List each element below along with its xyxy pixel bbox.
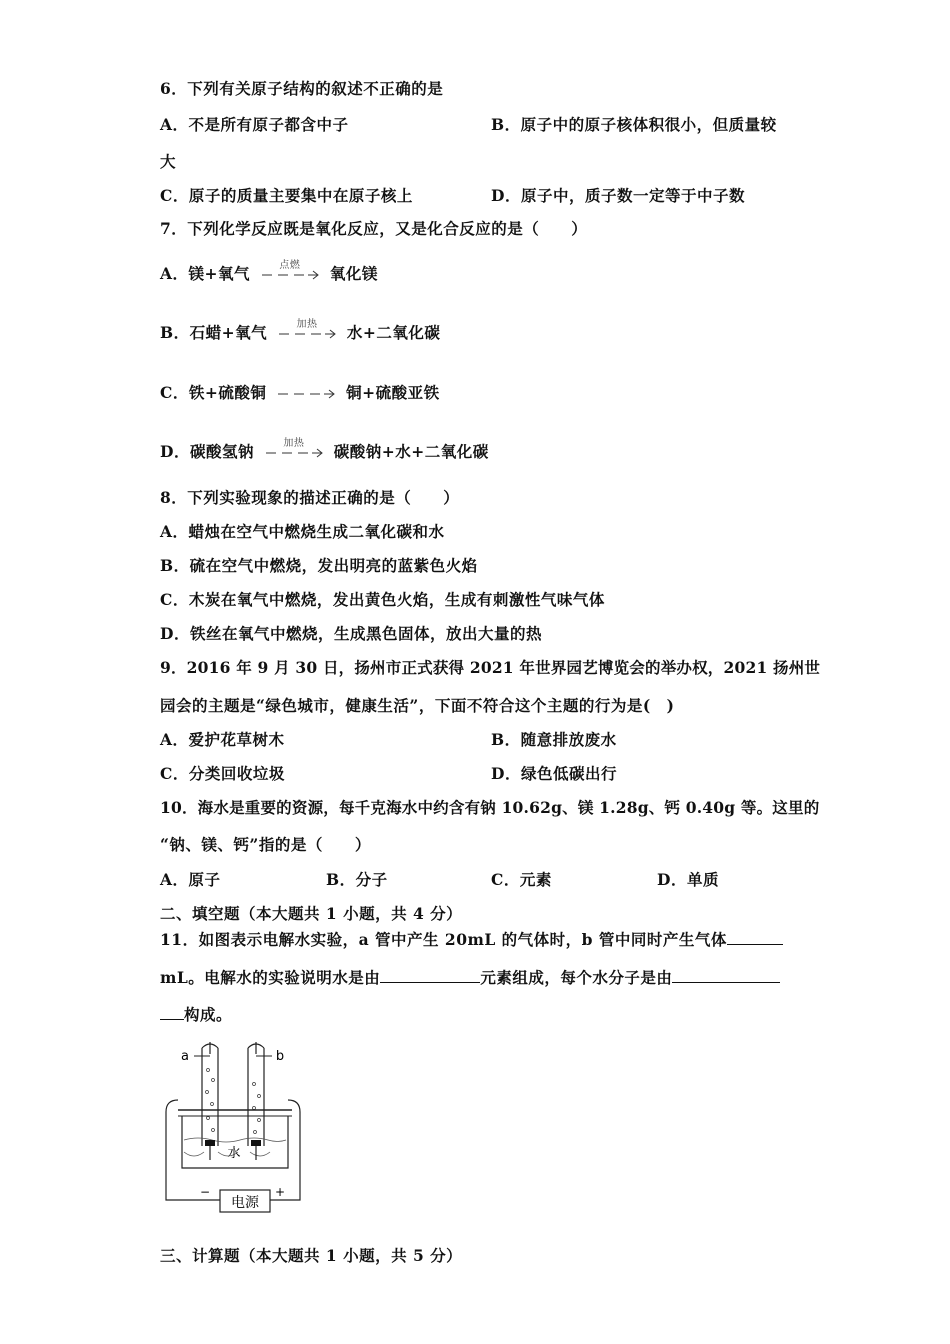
q7-option-a [160,262,378,284]
q7-b-products: 水+二氧化碳 [346,323,441,342]
tube-b [248,1042,272,1146]
tube-b-label: b [275,1049,285,1064]
q7-c-products: 铜+硫酸亚铁 [346,383,440,402]
q10-stem-line1: 10．海水是重要的资源，每千克海水中约含有钠 10.62g、镁 1.28g、钙 0.40g 等。这里的 [160,798,820,817]
q8-option-c: C．木炭在氧气中燃烧，发出黄色火焰，生成有刺激性气味气体 [160,590,605,609]
q7-option-d [160,440,489,462]
q8-option-b: B．硫在空气中燃烧，发出明亮的蓝紫色火焰 [160,556,478,575]
q7-option-c [160,381,440,403]
q11-text-c: 构成。 [184,1005,233,1024]
q9-option-a: A．爱护花草树木 [160,730,285,749]
minus-label: − [199,1185,211,1199]
plus-label: + [274,1185,286,1199]
q6-stem: 6．下列有关原子结构的叙述不正确的是 [160,79,444,98]
power-label: 电源 [231,1195,259,1211]
electrolysis-diagram [158,1040,308,1215]
q10-option-c: C．元素 [491,870,552,889]
q7-a-condition: 点燃 [279,260,301,271]
q9-option-b: B．随意排放废水 [491,730,617,749]
bubbles [206,1069,261,1134]
q7-a-reactants: A．镁+氧气 [160,264,251,283]
q8-option-a: A．蜡烛在空气中燃烧生成二氧化碳和水 [160,522,445,541]
answer-blank[interactable] [160,1005,184,1020]
q11-text-a: mL。电解水的实验说明水是由 [160,968,381,987]
q10-option-a: A．原子 [160,870,221,889]
q9-stem-line1: 9．2016 年 9 月 30 日，扬州市正式获得 2021 年世界园艺博览会的举办权，2021 扬州世 [160,658,821,677]
q6-option-b-cont: 大 [160,152,177,171]
q6-option-d: D．原子中，质子数一定等于中子数 [491,186,745,205]
q6-option-a: A．不是所有原子都含中子 [160,115,349,134]
q9-option-d: D．绿色低碳出行 [491,764,617,783]
q10-stem-line2: “钠、镁、钙”指的是（ ） [160,835,371,854]
section-3-heading: 三、计算题（本大题共 1 小题，共 5 分） [160,1246,463,1265]
q7-c-reactants: C．铁+硫酸铜 [160,383,267,402]
q7-a-products: 氧化镁 [329,264,378,283]
q8-stem: 8．下列实验现象的描述正确的是（ ） [160,488,460,507]
q11-line2 [160,966,780,988]
answer-blank[interactable] [672,968,780,983]
q7-d-condition: 加热 [283,438,305,449]
reaction-arrow-icon [276,385,336,403]
tube-a-label: a [181,1049,189,1064]
q6-option-c: C．原子的质量主要集中在原子核上 [160,186,413,205]
water-label: 水 [227,1146,241,1161]
q11-text-b: 元素组成，每个水分子是由 [480,968,673,987]
q10-option-d: D．单质 [657,870,719,889]
section-2-heading: 二、填空题（本大题共 1 小题，共 4 分） [160,904,463,923]
q7-b-reactants: B．石蜡+氧气 [160,323,268,342]
electrode-b [251,1140,261,1146]
answer-blank[interactable] [727,930,783,945]
q7-d-reactants: D．碳酸氢钠 [160,442,254,461]
q7-option-b [160,321,440,343]
q8-option-d: D．铁丝在氧气中燃烧，生成黑色固体，放出大量的热 [160,624,542,643]
q7-b-condition: 加热 [296,319,318,330]
q11-line1 [160,928,783,950]
answer-blank[interactable] [380,968,480,983]
q10-option-b: B．分子 [326,870,388,889]
q9-stem-line2: 园会的主题是“绿色城市，健康生活”，下面不符合这个主题的行为是( ) [160,696,675,715]
electrode-a [205,1140,215,1146]
reaction-arrow-icon [264,438,324,462]
q9-option-c: C．分类回收垃圾 [160,764,285,783]
q6-option-b: B．原子中的原子核体积很小，但质量较 [491,115,777,134]
q11-stem: 11．如图表示电解水实验，a 管中产生 20mL 的气体时，b 管中同时产生气体 [160,930,727,949]
q7-d-products: 碳酸钠+水+二氧化碳 [333,442,489,461]
reaction-arrow-icon [277,319,337,343]
reaction-arrow-icon [260,260,320,284]
q7-stem: 7．下列化学反应既是氧化反应，又是化合反应的是（ ） [160,219,588,238]
q11-line3 [160,1003,232,1025]
